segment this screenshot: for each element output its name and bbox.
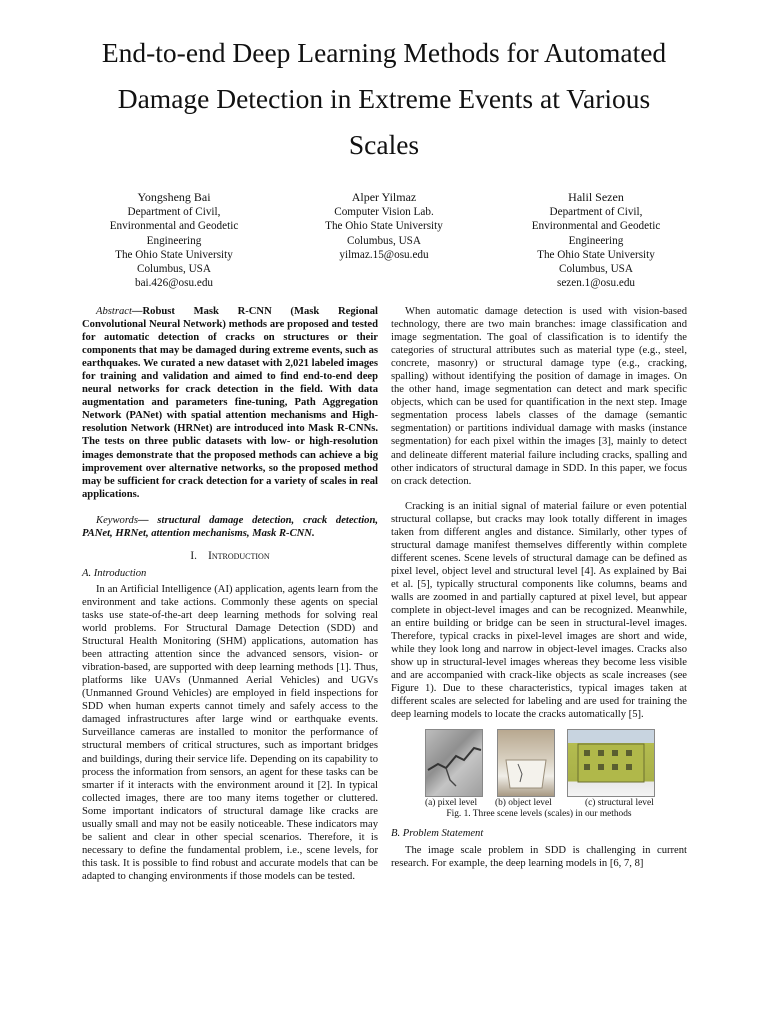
author-affiliation: The Ohio State University — [325, 220, 443, 233]
author-affiliation: Environmental and Geodetic — [531, 220, 661, 233]
body-paragraph: When automatic damage detection is used with vision-based technology, there are two main branches: image classification and image segmentation. The goal of classification is to identify the categories of structural attributes such as material type (e.g., steel, concrete, masonry) or structural damage type (e.g., cracking, spalling) without identifying the position of damage in images. On the other hand, image segmentation can detect and mark specific objects, which can be used for quantification in the next step. Image segmentation process labels classes of the damage (semantic segmentation) or partitions individual damage with masks (instance segmentation) for each pixel within the images [3], mainly to detect and delineate different material failure including cracks, spalling and other indicators of structural damage in SDD. In this paper, we focus on crack detection. — [391, 306, 687, 487]
author-affiliation: Columbus, USA — [137, 263, 211, 276]
body-paragraph: The image scale problem in SDD is challenging in current research. For example, the deep learning models in [6, 7, 8] — [391, 844, 687, 869]
figure-1 — [391, 729, 687, 819]
author-3 — [506, 190, 686, 290]
title-line-2: Damage Detection in Extreme Events at Various — [117, 83, 651, 114]
keywords — [82, 514, 378, 540]
author-email: sezen.1@osu.edu — [556, 277, 636, 290]
body-paragraph: Cracking is an initial signal of material failure or even potential structural collapse, but cracks may look totally different in images taken from different angles and distance. Similarly, other types of structural damage manifest themselves differently within complete different scenes. Scene levels of structural damage can be defined as pixel level, object level and structural level [4]. As explained by Bai et al. [5], typically structural components like columns, beams and walls are zoomed in and partially captured at pixel level, but appear complete in object-level images and can be recognized. Meanwhile, an entire building or bridge can be seen in structural-level images. Therefore, typical cracks in pixel-level images are short and wide, while they look long and narrow in object-level images. Cracks also show up in structural-level images whereas they become less visible and are accompanied with crack-like objects as scale increases (see Figure 1). Due to these characteristics, typical images taken at different scales are selected for labeling and are used for training the deep learning models to locate the cracks automatically [5]. — [391, 500, 687, 721]
subsection-heading: B. Problem Statement — [391, 828, 484, 840]
author-name: Alper Yilmaz — [351, 190, 417, 204]
author-email: yilmaz.15@osu.edu — [339, 248, 429, 261]
author-1 — [84, 190, 264, 290]
abstract-lead: Abstract — [96, 306, 132, 317]
section-heading — [82, 550, 378, 563]
author-affiliation: Department of Civil, — [549, 206, 643, 219]
title-line-3: Scales — [348, 129, 420, 160]
author-affiliation: Columbus, USA — [347, 234, 421, 247]
keywords-lead: Keywords — [96, 514, 138, 526]
figure-caption: Fig. 1. Three scene levels (scales) in our methods — [446, 809, 632, 820]
pixel-level-image — [425, 729, 483, 797]
title-line-1: End-to-end Deep Learning Methods for Automated — [101, 37, 667, 68]
author-email: bai.426@osu.edu — [134, 277, 214, 290]
author-affiliation: Engineering — [568, 234, 624, 247]
abstract — [82, 305, 378, 501]
author-name: Halil Sezen — [568, 190, 624, 204]
author-affiliation: Engineering — [146, 234, 202, 247]
figure-label-c: (c) structural level — [585, 798, 654, 809]
subsection-heading: A. Introduction — [82, 567, 147, 579]
figure-label-a: (a) pixel level — [425, 798, 478, 809]
abstract-dash: — — [131, 306, 143, 317]
right-column — [391, 305, 687, 870]
keywords-text: — structural damage detection, crack detection, PANet, HRNet, attention mechanisms, Mask R-CNN. — [82, 514, 378, 539]
paper-title — [60, 30, 708, 168]
author-affiliation: Environmental and Geodetic — [109, 220, 239, 233]
structural-level-image — [567, 729, 655, 797]
figure-label-b: (b) object level — [495, 798, 552, 809]
author-name: Yongsheng Bai — [137, 190, 211, 204]
author-affiliation: Department of Civil, — [127, 206, 221, 219]
author-affiliation: Columbus, USA — [559, 263, 633, 276]
author-affiliation: Computer Vision Lab. — [334, 206, 434, 219]
abstract-text: Robust Mask R-CNN (Mask Regional Convolutional Neural Network) methods are proposed and tested for automatic detection of cracks on structures or their components that may be damaged during extreme events, such as earthquakes. We curated a new dataset with 2,021 labeled images for training and validation and aimed to find end-to-end deep neural networks for crack detection in the field. With data augmentation and parameters fine-tuning, Path Aggregation Network (PANet) with spatial attention mechanisms and High-resolution Network (HRNet) are introduced into Mask R-CNNs. The tests on three public datasets with low- or high-resolution images demonstrate that the proposed methods can achieve a big improvement over alternative networks, so the proposed method may be sufficient for crack detection for a variety of scales in real applications. — [82, 306, 378, 500]
section-title: Introduction — [208, 549, 270, 562]
left-column — [82, 305, 378, 883]
author-affiliation: The Ohio State University — [115, 248, 233, 261]
section-numeral: I. — [190, 549, 197, 562]
intro-paragraph: In an Artificial Intelligence (AI) application, agents learn from the environment and take actions. Commonly these agents on special tasks use state-of-the-art deep learning methods for solving real world problems. For Structural Damage Detection (SDD) and Structural Health Monitoring (SHM) applications, automation has been attracting attention since the advanced sensors, vision- or vibration-based, are supported with deep learning methods [1]. Thus, platforms like UAVs (Unmanned Aerial Vehicles) and UGVs (Unmanned Ground Vehicles) are employed in field inspections for SDD when human experts cannot timely and safely access to the damaged infrastructures after large wind or earthquake events. Surveillance cameras are installed to monitor the performance of structural members of critical structures, such as important bridges and buildings, during their service life. Depending on its capability to process the information from sensors, an agent for these tasks can be smarter if it interacts with the environment around it [2]. In typical collected images, there are too many items together or cluttered. Some important indicators of structural damage like cracks are usually small and may not be easily noticeable. These indicators may be salient and clear in other special scenarios. Therefore, it is necessary to define the fundamental problem, i.e., scene levels, for this task. It is possible to find robust and accurate models that can be adapted to changing environments if those models can be tested. — [82, 583, 378, 882]
author-affiliation: The Ohio State University — [537, 248, 655, 261]
object-level-image — [497, 729, 555, 797]
author-2 — [294, 190, 474, 262]
